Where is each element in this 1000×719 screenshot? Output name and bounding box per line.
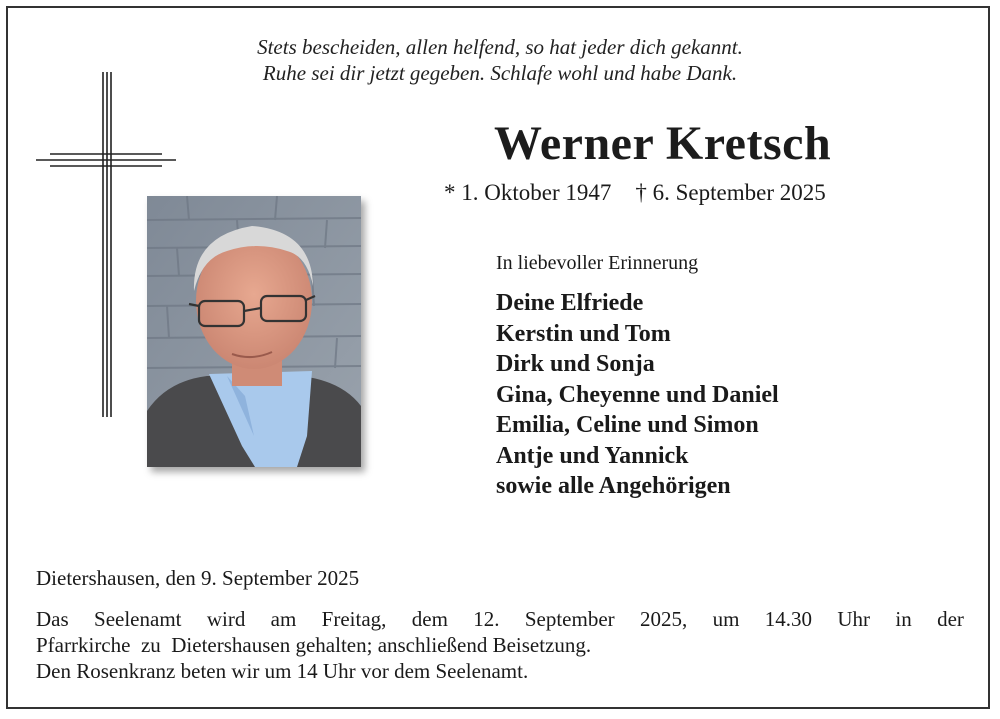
- mourner-line: Antje und Yannick: [496, 442, 689, 469]
- mourner-line: Emilia, Celine und Simon: [496, 412, 759, 438]
- announcement-word: um: [712, 607, 740, 631]
- announcement-word: 12.: [473, 607, 500, 631]
- announcement-word: der: [937, 607, 964, 631]
- announcement-word: wird: [206, 607, 246, 631]
- mourner-line: Gina, Cheyenne und Daniel: [496, 381, 779, 408]
- verse-line-2: Ruhe sei dir jetzt gegeben. Schlafe wohl und habe Dank.: [262, 61, 738, 85]
- announcement-word: Seelenamt: [94, 607, 182, 631]
- announcement-word: Das: [36, 607, 69, 631]
- announcement-word: Freitag,: [321, 607, 387, 631]
- announcement-word: in: [895, 607, 912, 631]
- mourner-line: sowie alle Angehörigen: [496, 473, 731, 499]
- birth-date: * 1. Oktober 1947: [444, 180, 612, 205]
- mourner-line: Deine Elfriede: [496, 290, 644, 316]
- deceased-name: Werner Kretsch: [494, 117, 832, 170]
- announcement-word: am: [270, 607, 297, 631]
- verse-line-1: Stets bescheiden, allen helfend, so hat jeder dich gekannt.: [257, 35, 743, 59]
- life-dates: [444, 178, 826, 208]
- announcement-line-2: Pfarrkirche zu Dietershausen gehalten; anschließend Beisetzung.: [36, 633, 592, 657]
- mourner-line: Kerstin und Tom: [496, 320, 671, 347]
- announcement-word: 14.30: [764, 607, 813, 631]
- mourner-line: Dirk und Sonja: [496, 351, 655, 377]
- announcement-word: 2025,: [640, 607, 688, 631]
- announcement-line-1: [36, 606, 964, 632]
- announcement-word: dem: [411, 607, 448, 631]
- mourners-list: [496, 288, 779, 502]
- memory-line: In liebevoller Erinnerung: [496, 252, 699, 274]
- portrait-photo: [147, 196, 361, 467]
- place-date: Dietershausen, den 9. September 2025: [36, 566, 360, 590]
- announcement-word: September: [524, 607, 615, 631]
- announcement: [36, 606, 964, 684]
- death-date: † 6. September 2025: [635, 180, 826, 205]
- announcement-word: Uhr: [837, 607, 871, 631]
- announcement-line-3: Den Rosenkranz beten wir um 14 Uhr vor dem Seelenamt.: [36, 659, 529, 683]
